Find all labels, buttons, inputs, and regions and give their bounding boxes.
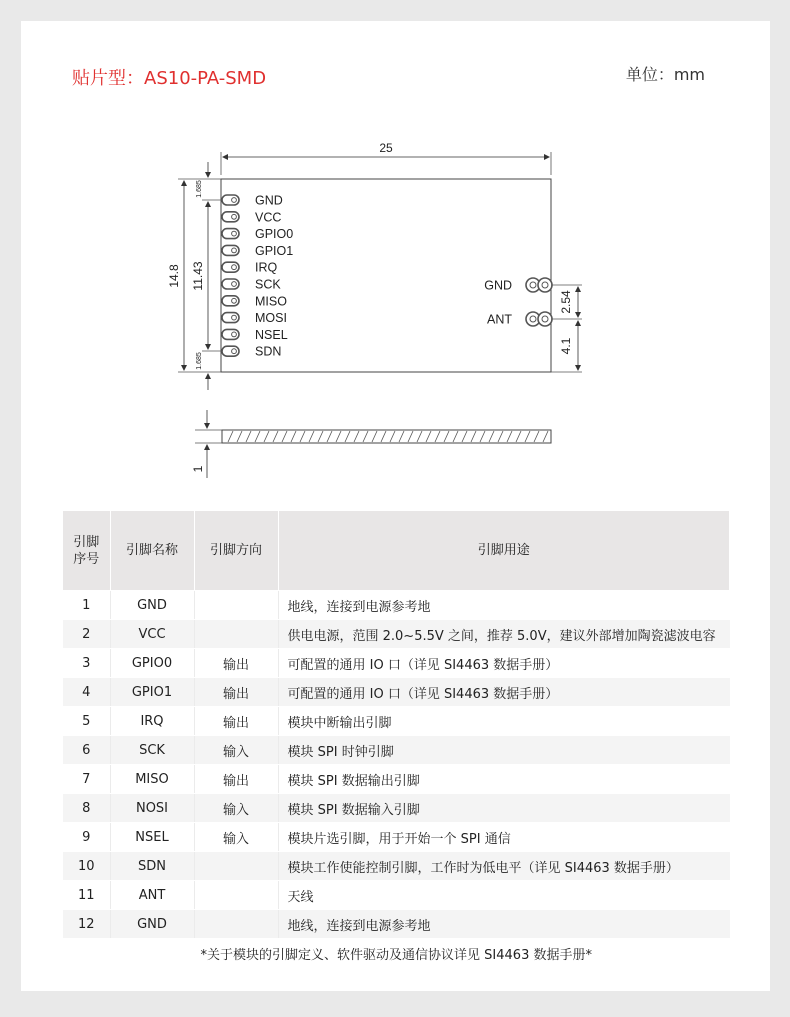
pin-direction-cell: [194, 591, 278, 620]
pin-name-cell: NOSI: [110, 794, 194, 823]
pin-direction-cell: [194, 620, 278, 649]
right-pin-hole: [530, 316, 536, 322]
pin-usage-cell: 模块 SPI 时钟引脚: [278, 736, 730, 765]
pin-name-cell: SCK: [110, 736, 194, 765]
pin-number-cell: 3: [63, 649, 110, 678]
pin-name-cell: NSEL: [110, 823, 194, 852]
pin-usage-cell: 模块 SPI 数据输入引脚: [278, 794, 730, 823]
col-header-pin-name: 引脚名称: [110, 511, 194, 591]
table-row: [63, 591, 730, 620]
unit-label: 单位：mm: [625, 65, 705, 84]
pin-usage-cell: 地线，连接到电源参考地: [278, 591, 730, 620]
left-pin-hole: [232, 231, 237, 236]
right-pin-hole: [542, 282, 548, 288]
left-pin-hole: [232, 298, 237, 303]
table-row: [63, 620, 730, 649]
pin-direction-cell: 输出: [194, 765, 278, 794]
col-header-pin-number-text: 引脚 序号: [73, 534, 100, 567]
right-pin-pads: [484, 278, 552, 327]
top-edge-dim-label: 1.685: [196, 180, 203, 198]
pin-usage-cell: 可配置的通用 IO 口（详见 SI4463 数据手册）: [278, 649, 730, 678]
pin-direction-cell: 输出: [194, 678, 278, 707]
table-footnote: *关于模块的引脚定义、软件驱动及通信协议详见 SI4463 数据手册*: [63, 939, 730, 968]
table-row: [63, 852, 730, 881]
left-pin-pads: [222, 194, 293, 359]
right-pin-hole: [530, 282, 536, 288]
table-row: [63, 794, 730, 823]
left-pin-label: GPIO0: [255, 227, 294, 242]
left-pin-label: MOSI: [255, 311, 287, 326]
pin-name-cell: MISO: [110, 765, 194, 794]
right-pin-label: ANT: [487, 312, 512, 327]
pin-name-cell: GPIO0: [110, 649, 194, 678]
pin-usage-cell: 模块 SPI 数据输出引脚: [278, 765, 730, 794]
pin-span-dim-label: 11.43: [191, 261, 205, 291]
col-header-pin-direction: 引脚方向: [194, 511, 278, 591]
pin-number-cell: 4: [63, 678, 110, 707]
left-pin-label: MISO: [255, 294, 287, 309]
table-row: [63, 823, 730, 852]
ant-edge-dim-label: 4.1: [559, 337, 573, 355]
height-dim-label: 14.8: [167, 264, 181, 288]
table-row: [63, 736, 730, 765]
pin-number-cell: 6: [63, 736, 110, 765]
left-pin-hole: [232, 214, 237, 219]
table-row: [63, 707, 730, 736]
pin-number-cell: 9: [63, 823, 110, 852]
left-pin-label: GPIO1: [255, 243, 294, 258]
table-row: [63, 765, 730, 794]
pin-usage-cell: 模块工作使能控制引脚，工作时为低电平（详见 SI4463 数据手册）: [278, 852, 730, 881]
pin-table: [63, 511, 730, 968]
pin-name-cell: GND: [110, 591, 194, 620]
left-pin-label: GND: [255, 193, 283, 208]
right-pin-hole: [542, 316, 548, 322]
col-header-pin-number: [63, 511, 110, 591]
pin-direction-cell: 输出: [194, 707, 278, 736]
pin-direction-cell: [194, 910, 278, 939]
table-row: [63, 678, 730, 707]
module-side-view: [222, 430, 551, 443]
left-pin-hole: [232, 282, 237, 287]
pin-direction-cell: 输入: [194, 794, 278, 823]
pin-table-header: [63, 511, 730, 591]
pin-usage-cell: 可配置的通用 IO 口（详见 SI4463 数据手册）: [278, 678, 730, 707]
table-footnote-row: [63, 939, 730, 968]
pin-direction-cell: 输入: [194, 736, 278, 765]
pin-usage-cell: 模块中断输出引脚: [278, 707, 730, 736]
pin-direction-cell: [194, 852, 278, 881]
ant-pitch-dim-label: 2.54: [559, 290, 573, 314]
page-title: 贴片型：AS10-PA-SMD: [72, 68, 267, 89]
pin-direction-cell: 输入: [194, 823, 278, 852]
right-pin-label: GND: [484, 278, 512, 293]
pin-number-cell: 12: [63, 910, 110, 939]
pin-name-cell: SDN: [110, 852, 194, 881]
pin-number-cell: 1: [63, 591, 110, 620]
pin-usage-cell: 模块片选引脚，用于开始一个 SPI 通信: [278, 823, 730, 852]
left-pin-hole: [232, 198, 237, 203]
table-row: [63, 910, 730, 939]
left-pin-label: SCK: [255, 277, 281, 292]
left-pin-hole: [232, 315, 237, 320]
module-outline: [221, 179, 551, 372]
col-header-pin-usage: 引脚用途: [278, 511, 730, 591]
pin-name-cell: IRQ: [110, 707, 194, 736]
thickness-dim-label: 1: [191, 465, 205, 473]
left-pin-hole: [232, 332, 237, 337]
left-pin-hole: [232, 265, 237, 270]
left-pin-hole: [232, 248, 237, 253]
pin-number-cell: 5: [63, 707, 110, 736]
pin-usage-cell: 地线，连接到电源参考地: [278, 910, 730, 939]
left-pin-label: VCC: [255, 210, 282, 225]
pin-number-cell: 8: [63, 794, 110, 823]
pin-name-cell: GPIO1: [110, 678, 194, 707]
pin-usage-cell: 天线: [278, 881, 730, 910]
table-row: [63, 649, 730, 678]
table-row: [63, 881, 730, 910]
left-pin-label: SDN: [255, 344, 282, 359]
left-pin-hole: [232, 349, 237, 354]
pin-name-cell: VCC: [110, 620, 194, 649]
pin-direction-cell: 输出: [194, 649, 278, 678]
pin-direction-cell: [194, 881, 278, 910]
left-pin-label: NSEL: [255, 327, 288, 342]
pin-number-cell: 11: [63, 881, 110, 910]
pin-number-cell: 10: [63, 852, 110, 881]
bottom-edge-dim-label: 1.685: [196, 352, 203, 370]
pin-number-cell: 2: [63, 620, 110, 649]
pin-name-cell: ANT: [110, 881, 194, 910]
pin-number-cell: 7: [63, 765, 110, 794]
pin-name-cell: GND: [110, 910, 194, 939]
left-pin-label: IRQ: [255, 260, 278, 275]
module-dimension-drawing: [0, 0, 790, 500]
width-dim-label: 25: [379, 141, 393, 155]
pin-usage-cell: 供电电源，范围 2.0~5.5V 之间，推荐 5.0V，建议外部增加陶瓷滤波电容: [278, 620, 730, 649]
